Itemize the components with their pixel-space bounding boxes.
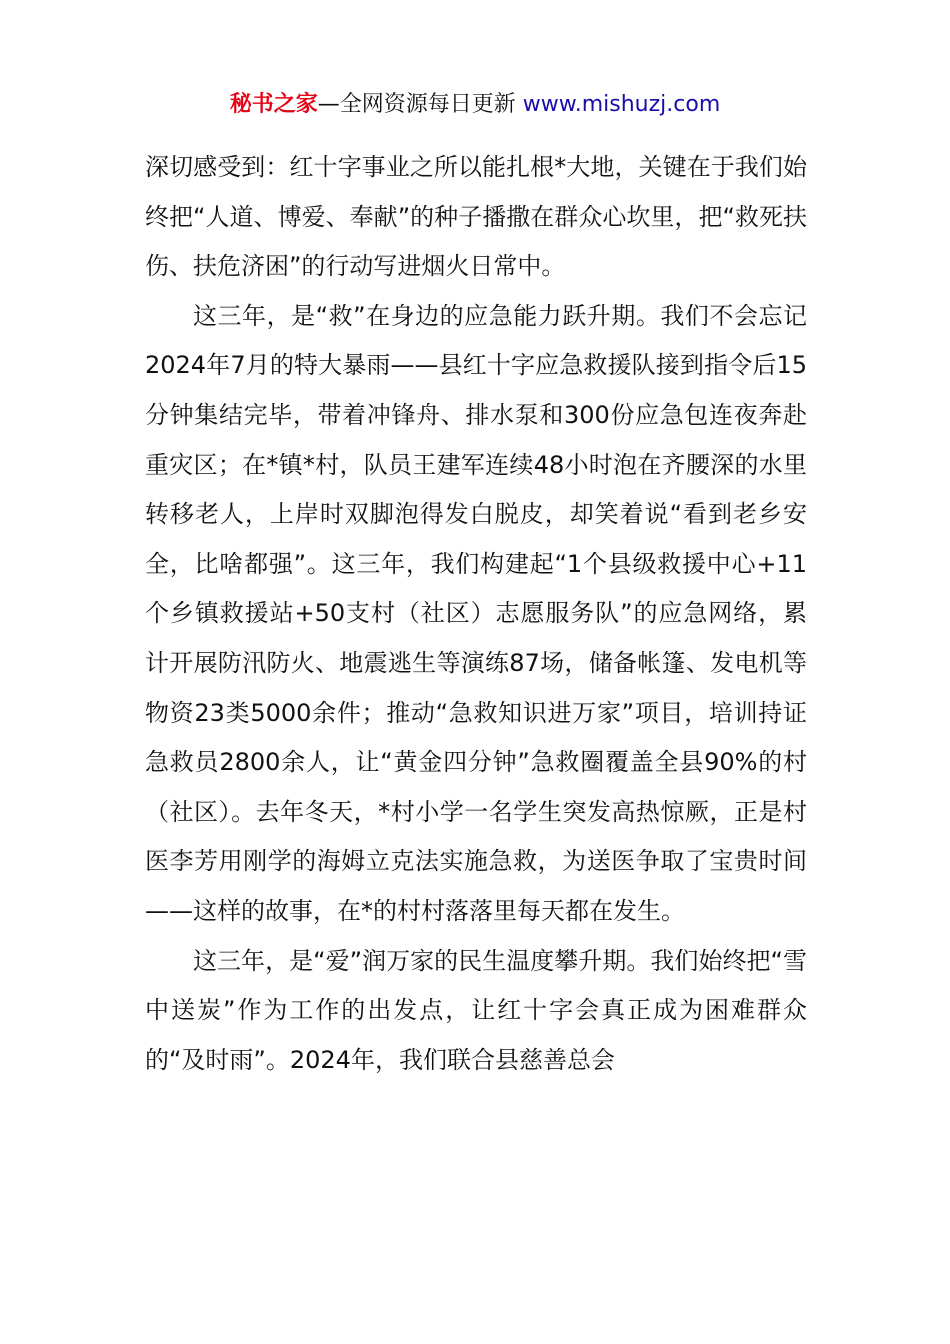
- paragraph-2: 这三年，是“救”在身边的应急能力跃升期。我们不会忘记2024年7月的特大暴雨——县红十字应急救援队接到指令后15分钟集结完毕，带着冲锋舟、排水泵和300份应急包连夜奔赴重灾区；在*镇*村，队员王建军连续48小时泡在齐腰深的水里转移老人，上岸时双脚泡得发白脱皮，却笑着说“看到老乡安全，比啥都强”。这三年，我们构建起“1个县级救援中心+11个乡镇救援站+50支村（社区）志愿服务队”的应急网络，累计开展防汛防火、地震逃生等演练87场，储备帐篷、发电机等物资23类5000余件；推动“急救知识进万家”项目，培训持证急救员2800余人，让“黄金四分钟”急救圈覆盖全县90%的村（社区）。去年冬天，*村小学一名学生突发高热惊厥，正是村医李芳用刚学的海姆立克法实施急救，为送医争取了宝贵时间——这样的故事，在*的村村落落里每天都在发生。: [145, 301, 807, 925]
- paragraph-3: 这三年，是“爱”润万家的民生温度攀升期。我们始终把“雪中送炭”作为工作的出发点，让红十字会真正成为困难群众的“及时雨”。2024年，我们联合县慈善总会: [145, 946, 807, 1074]
- header-tagline: —全网资源每日更新: [317, 92, 516, 117]
- site-url-link[interactable]: www.mishuzj.com: [522, 92, 721, 117]
- page-header: [0, 88, 950, 122]
- paragraph-1: 深切感受到：红十字事业之所以能扎根*大地，关键在于我们始终把“人道、博爱、奉献”的种子播撒在群众心坎里，把“救死扶伤、扶危济困”的行动写进烟火日常中。: [145, 153, 807, 281]
- document-body: [145, 143, 807, 1085]
- brand-name: 秘书之家: [229, 92, 318, 117]
